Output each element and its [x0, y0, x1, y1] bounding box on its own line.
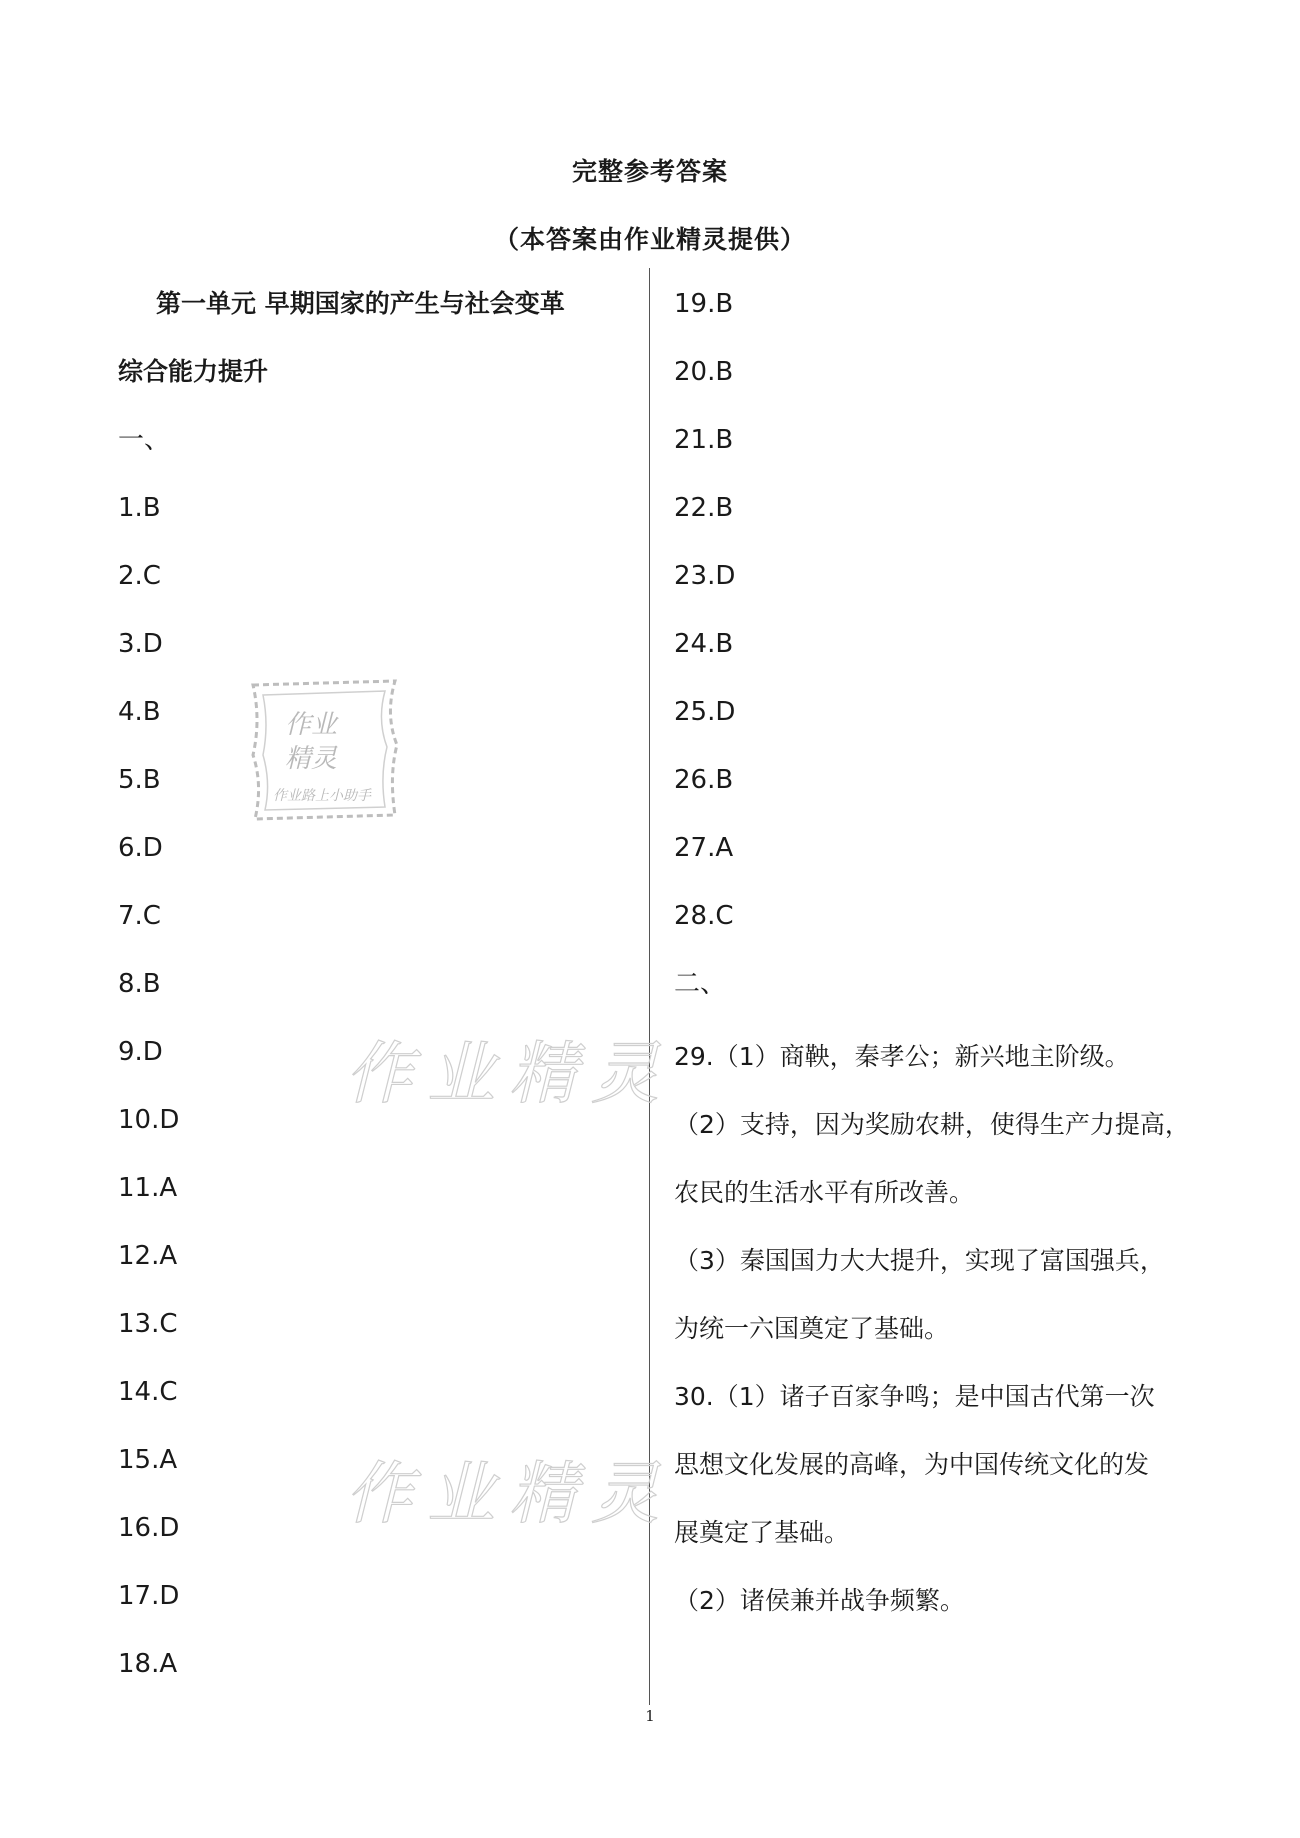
answer-item: 10.D — [118, 1105, 180, 1135]
answer-item: 13.C — [118, 1309, 178, 1339]
answer-item: 15.A — [118, 1445, 178, 1475]
answer-item: 28.C — [674, 901, 734, 931]
answer-item: 8.B — [118, 969, 161, 999]
answer-item: 11.A — [118, 1173, 178, 1203]
watermark-stamp-icon — [245, 675, 405, 825]
part-label: 一、 — [118, 425, 171, 455]
answer-text-line: （2）支持，因为奖励农耕，使得生产力提高， — [674, 1110, 1190, 1139]
section-title: 综合能力提升 — [118, 357, 269, 386]
answer-item: 22.B — [674, 493, 734, 523]
answer-item: 6.D — [118, 833, 163, 863]
answer-item: 1.B — [118, 493, 161, 523]
page-title: 完整参考答案 — [571, 157, 728, 186]
answer-item: 20.B — [674, 357, 734, 387]
answer-text-line: 思想文化发展的高峰，为中国传统文化的发 — [674, 1450, 1150, 1479]
right-column — [674, 275, 1209, 1635]
answer-item: 9.D — [118, 1037, 163, 1067]
answer-item: 17.D — [118, 1581, 180, 1611]
answer-item: 2.C — [118, 561, 161, 591]
answer-item: 21.B — [674, 425, 734, 455]
answer-text-line: 农民的生活水平有所改善。 — [674, 1178, 975, 1207]
answer-item: 25.D — [674, 697, 736, 727]
unit-title: 第一单元 早期国家的产生与社会变革 — [156, 289, 565, 318]
answer-item: 7.C — [118, 901, 161, 931]
stamp-line: 作业 — [285, 710, 338, 740]
answer-item: 16.D — [118, 1513, 180, 1543]
answer-item: 4.B — [118, 697, 161, 727]
answer-text-line: 展奠定了基础。 — [674, 1518, 850, 1547]
answer-item: 14.C — [118, 1377, 178, 1407]
answer-text-line: 为统一六国奠定了基础。 — [674, 1314, 950, 1343]
answer-text-line: （3）秦国国力大大提升，实现了富国强兵， — [674, 1246, 1165, 1275]
page-subtitle: （本答案由作业精灵提供） — [493, 225, 806, 254]
answer-item: 23.D — [674, 561, 736, 591]
answer-item: 12.A — [118, 1241, 178, 1271]
answer-item: 27.A — [674, 833, 734, 863]
answer-item: 3.D — [118, 629, 163, 659]
page-number: 1 — [645, 1707, 655, 1725]
answer-item: 18.A — [118, 1649, 178, 1679]
part-label: 二、 — [674, 969, 727, 999]
stamp-line: 精灵 — [285, 744, 338, 774]
answer-item: 19.B — [674, 289, 734, 319]
answer-text-line: 29.（1）商鞅，秦孝公；新兴地主阶级。 — [674, 1042, 1130, 1071]
watermark-text: 作业精灵 — [345, 1035, 674, 1114]
answer-item: 26.B — [674, 765, 734, 795]
answer-text-line: 30.（1）诸子百家争鸣；是中国古代第一次 — [674, 1382, 1155, 1411]
answer-text-line: （2）诸侯兼并战争频繁。 — [674, 1586, 965, 1615]
answer-item: 24.B — [674, 629, 734, 659]
watermark-text: 作业精灵 — [345, 1455, 674, 1534]
stamp-line: 作业路上小助手 — [273, 788, 371, 804]
answer-item: 5.B — [118, 765, 161, 795]
